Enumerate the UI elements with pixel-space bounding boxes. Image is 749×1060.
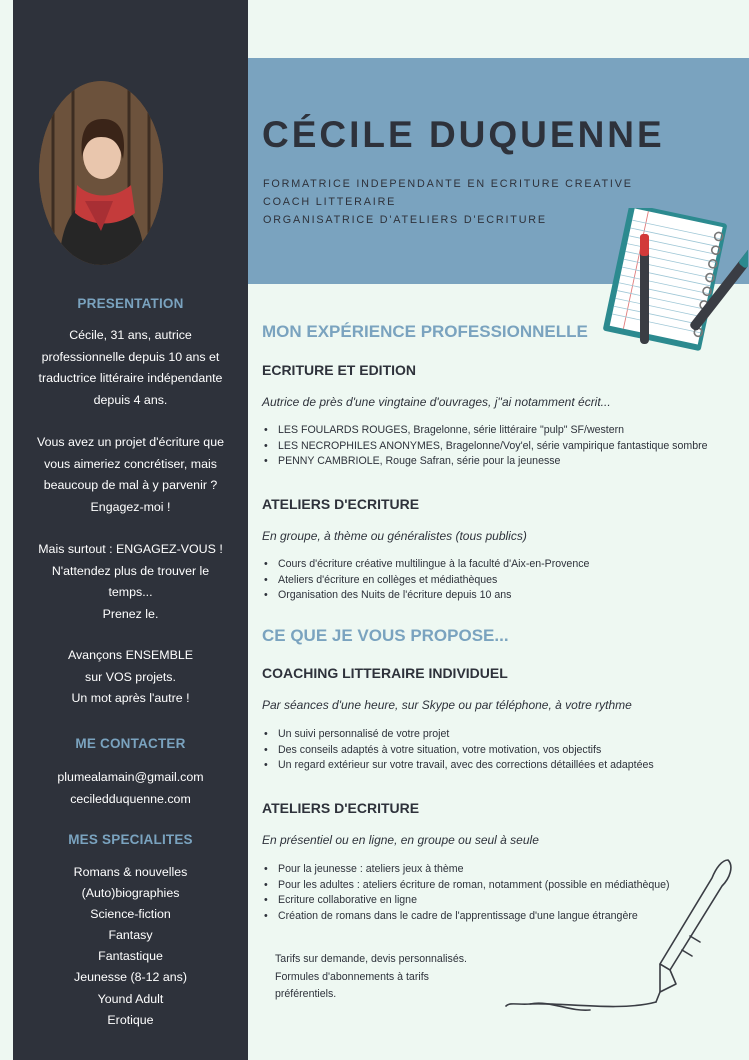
- list-item: • Un regard extérieur sur votre travail, avec des corrections détaillées et adaptées: [264, 758, 654, 774]
- list-item: • Ateliers d'écriture en collèges et médiathèques: [264, 573, 589, 589]
- specialite-item: Yound Adult: [97, 991, 164, 1006]
- specialite-item: Jeunesse (8-12 ans): [74, 970, 187, 985]
- coaching-title: COACHING LITTERAIRE INDIVIDUEL: [262, 665, 508, 681]
- email-link[interactable]: plumealamain@gmail.com: [57, 770, 204, 784]
- specialite-item: (Auto)biographies: [81, 886, 180, 901]
- presentation-paragraph: Vous avez un projet d'écriture que vous aimeriez concrétiser, mais beaucoup de mal à y parvenir ? Engagez-moi !: [37, 435, 224, 514]
- presentation-paragraph: Mais surtout : ENGAGEZ-VOUS ! N'attendez plus de trouver le temps... Prenez le.: [38, 542, 223, 621]
- list-item: • Pour la jeunesse : ateliers jeux à thème: [264, 862, 670, 878]
- full-name: CÉCILE DUQUENNE: [262, 114, 665, 155]
- tarifs-note: Tarifs sur demande, devis personnalisés. Formules d'abonnements à tarifs préférentiels.: [275, 953, 467, 1000]
- subtitle-line: ORGANISATRICE D'ATELIERS D'ECRITURE: [263, 214, 547, 226]
- list-item: • Organisation des Nuits de l'écriture depuis 10 ans: [264, 588, 589, 604]
- list-item: • Ecriture collaborative en ligne: [264, 893, 670, 909]
- specialite-item: Fantasy: [108, 928, 153, 943]
- edition-lead: Autrice de près d'une vingtaine d'ouvrages, j''ai notamment écrit...: [262, 395, 611, 409]
- list-item: • Des conseils adaptés à votre situation, votre motivation, vos objectifs: [264, 743, 654, 759]
- specialites-heading: MES SPECIALITES: [68, 832, 193, 847]
- website-link[interactable]: ceciledduquenne.com: [70, 791, 191, 806]
- offer-ateliers-lead: En présentiel ou en ligne, en groupe ou seul à seule: [262, 833, 539, 847]
- specialite-item: Fantastique: [98, 949, 163, 964]
- presentation-heading: PRESENTATION: [77, 296, 184, 311]
- specialites-list: [13, 862, 248, 1031]
- subtitle-line: COACH LITTERAIRE: [263, 196, 397, 208]
- ateliers-lead: En groupe, à thème ou généralistes (tous publics): [262, 529, 527, 543]
- coaching-list: [264, 727, 654, 774]
- ateliers-list: [264, 557, 589, 604]
- edition-title: ECRITURE ET EDITION: [262, 362, 417, 378]
- list-item: • Un suivi personnalisé de votre projet: [264, 727, 654, 743]
- specialite-item: Science-fiction: [90, 907, 171, 922]
- list-item: • LES FOULARDS ROUGES, Bragelonne, série littéraire "pulp" SF/western: [264, 423, 708, 439]
- list-item: • Pour les adultes : ateliers écriture de roman, notamment (possible en médiathèque): [264, 878, 670, 894]
- specialite-item: Erotique: [107, 1012, 154, 1027]
- list-item: • Création de romans dans le cadre de l'apprentissage d'une langue étrangère: [264, 909, 670, 925]
- profile-photo: [39, 81, 163, 265]
- offer-heading: CE QUE JE VOUS PROPOSE...: [262, 626, 509, 645]
- fountain-pen-illustration: [500, 852, 740, 1027]
- list-item: • LES NECROPHILES ANONYMES, Bragelonne/Voy'el, série vampirique fantastique sombre: [264, 439, 708, 455]
- subtitle-line: FORMATRICE INDEPENDANTE EN ECRITURE CREATIVE: [263, 178, 633, 190]
- presentation-paragraph: Cécile, 31 ans, autrice professionnelle depuis 10 ans et traductrice littéraire indépendante depuis 4 ans.: [38, 328, 223, 407]
- coaching-lead: Par séances d'une heure, sur Skype ou par téléphone, à votre rythme: [262, 698, 632, 712]
- list-item: • Cours d'écriture créative multilingue à la faculté d'Aix-en-Provence: [264, 557, 589, 573]
- list-item: • PENNY CAMBRIOLE, Rouge Safran, série pour la jeunesse: [264, 454, 708, 470]
- contact-heading: ME CONTACTER: [75, 736, 186, 751]
- notebook-pen-illustration: [598, 208, 748, 358]
- ateliers-title: ATELIERS D'ECRITURE: [262, 496, 420, 512]
- presentation-paragraph: Avançons ENSEMBLE sur VOS projets. Un mot après l'autre !: [67, 648, 194, 705]
- experience-heading: MON EXPÉRIENCE PROFESSIONNELLE: [262, 322, 588, 341]
- contact-details: [13, 767, 248, 810]
- specialite-item: Romans & nouvelles: [73, 865, 188, 879]
- offer-ateliers-title: ATELIERS D'ECRITURE: [262, 800, 420, 816]
- edition-list: [264, 423, 708, 470]
